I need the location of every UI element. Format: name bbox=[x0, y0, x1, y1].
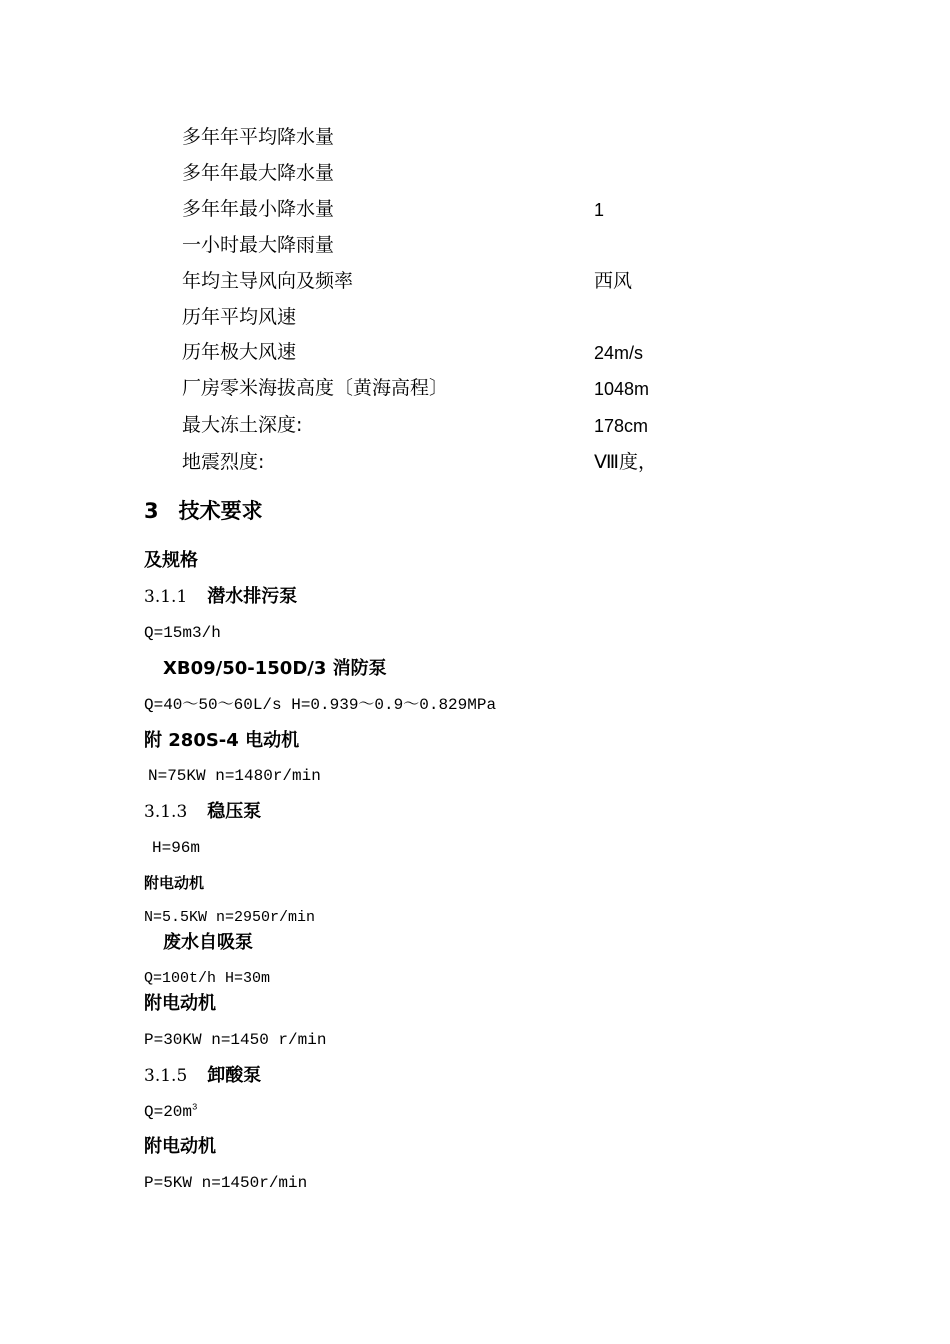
section-title: 技术要求 bbox=[178, 499, 263, 523]
item-title: 稳压泵 bbox=[207, 801, 262, 822]
spec-line: Q=100t/h H=30m bbox=[144, 970, 271, 987]
climate-label: 一小时最大降雨量 bbox=[182, 234, 335, 256]
spec-line: Q=15m3/h bbox=[144, 624, 221, 642]
item-number: 3.1.1 bbox=[144, 587, 188, 607]
item-title: 潜水排污泵 bbox=[207, 586, 298, 607]
climate-value: 24m/s bbox=[594, 343, 644, 363]
climate-value: 西风 bbox=[594, 270, 633, 292]
item-heading-motor: 附电动机 bbox=[144, 874, 205, 892]
climate-label: 历年极大风速 bbox=[182, 341, 297, 363]
section-heading bbox=[144, 501, 263, 522]
item-heading-fire-pump: XB09/50-150D/3 消防泵 bbox=[163, 658, 387, 679]
spec-line: P=30KW n=1450 r/min bbox=[144, 1031, 327, 1049]
climate-label: 多年年平均降水量 bbox=[182, 126, 335, 148]
spec-text: Q=20m bbox=[144, 1103, 193, 1121]
spec-line bbox=[144, 1104, 197, 1120]
climate-value: 178cm bbox=[594, 416, 649, 436]
climate-label: 多年年最小降水量 bbox=[182, 198, 335, 220]
climate-label: 年均主导风向及频率 bbox=[182, 270, 354, 292]
climate-value: 1048m bbox=[594, 379, 650, 399]
item-heading-motor: 附电动机 bbox=[144, 1136, 216, 1157]
climate-label: 最大冻土深度: bbox=[182, 414, 303, 436]
item-heading-3-1-5 bbox=[144, 1067, 261, 1085]
spec-line: P=5KW n=1450r/min bbox=[144, 1174, 308, 1192]
spec-line: Q=40～50～60L/s H=0.939～0.9～0.829MPa bbox=[144, 696, 497, 714]
climate-label: 历年平均风速 bbox=[182, 306, 297, 328]
item-heading-3-1-3 bbox=[144, 803, 261, 821]
item-heading-motor: 附电动机 bbox=[144, 993, 216, 1014]
item-heading-3-1-1 bbox=[144, 588, 297, 606]
spec-line: N=75KW n=1480r/min bbox=[148, 767, 321, 785]
superscript: 3 bbox=[192, 1102, 198, 1113]
spec-line: N=5.5KW n=2950r/min bbox=[144, 909, 316, 926]
item-title: 卸酸泵 bbox=[207, 1065, 262, 1086]
climate-label: 厂房零米海拔高度〔黄海高程〕 bbox=[182, 377, 449, 399]
spec-line: H=96m bbox=[152, 839, 201, 857]
item-number: 3.1.3 bbox=[144, 802, 188, 822]
section-number: 3 bbox=[144, 499, 159, 523]
climate-label: 地震烈度: bbox=[182, 451, 265, 473]
item-number: 3.1.5 bbox=[144, 1066, 188, 1086]
item-heading-motor: 附 280S-4 电动机 bbox=[144, 730, 300, 751]
climate-value: 1 bbox=[594, 200, 605, 220]
climate-value: Ⅷ度， bbox=[594, 451, 658, 473]
item-heading-waste-pump: 废水自吸泵 bbox=[163, 932, 253, 953]
subsection-heading: 及规格 bbox=[144, 550, 198, 571]
climate-label: 多年年最大降水量 bbox=[182, 162, 335, 184]
